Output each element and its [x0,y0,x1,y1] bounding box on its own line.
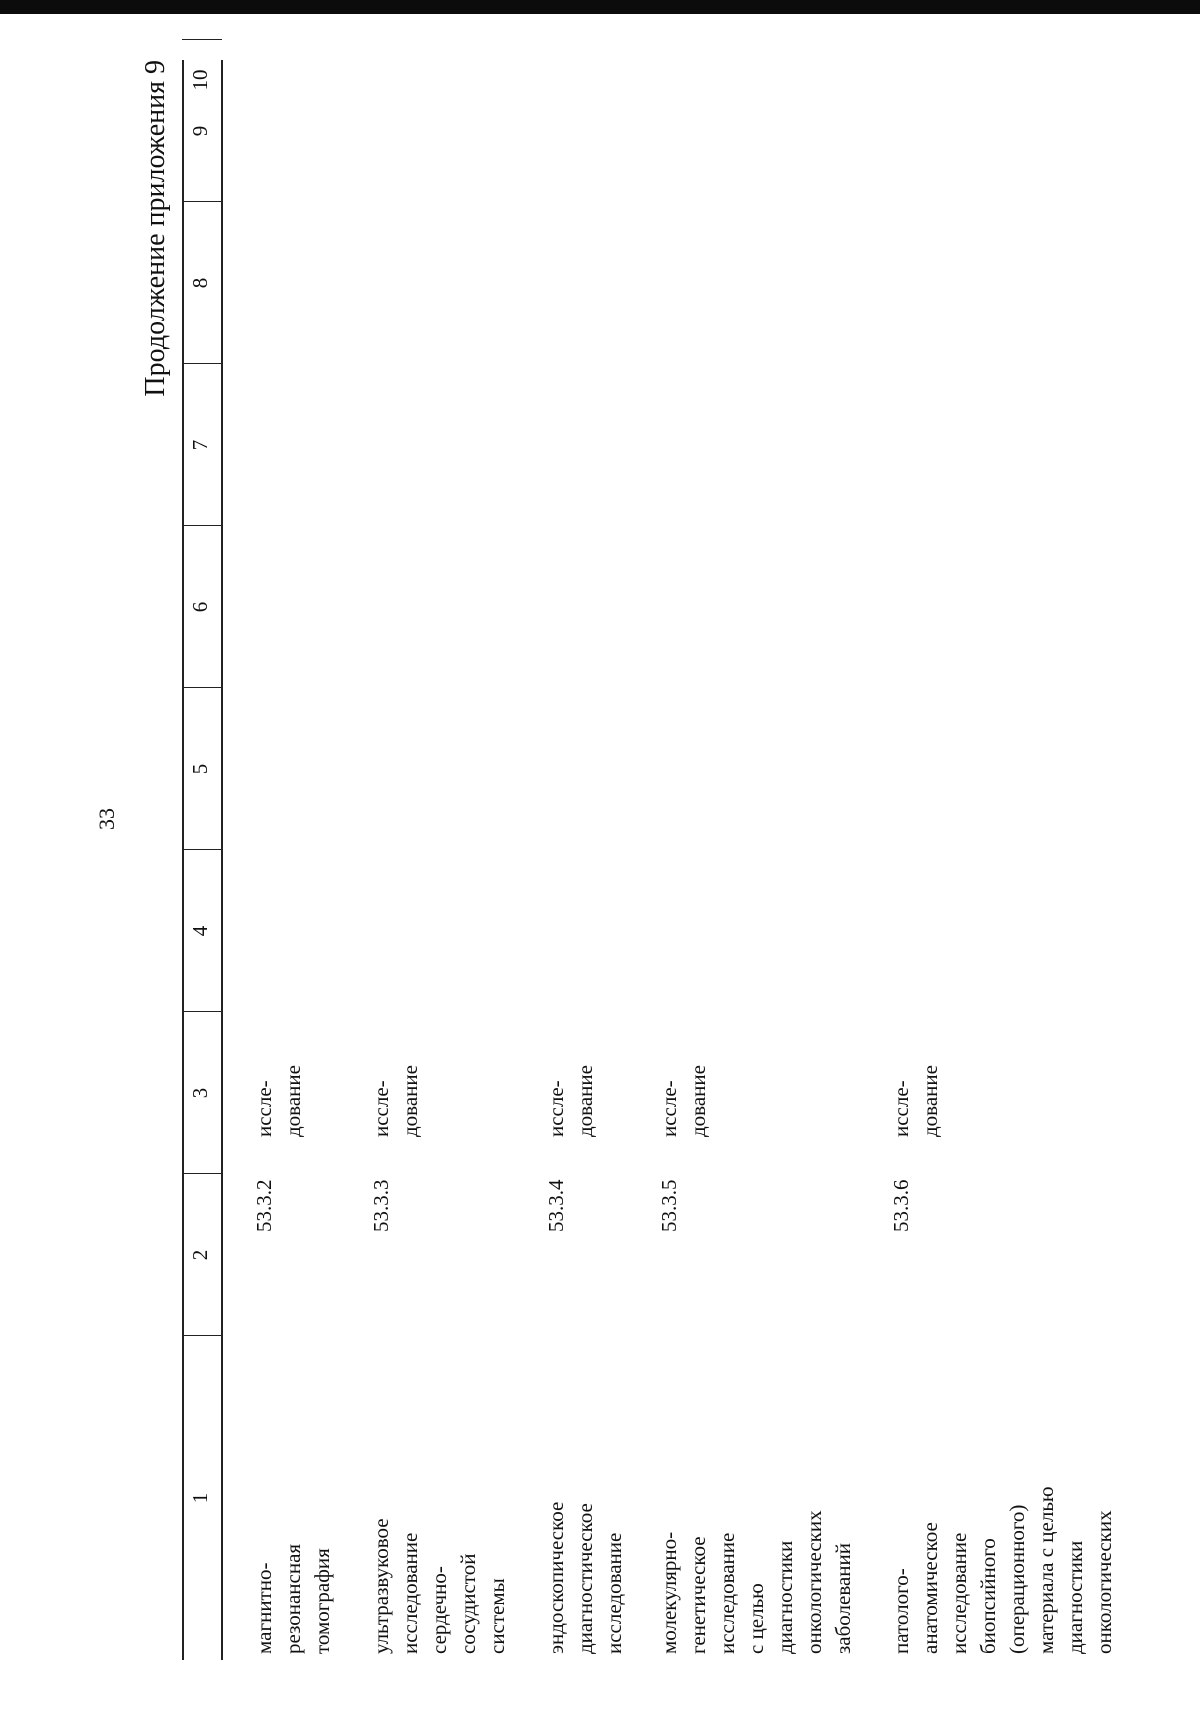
service-code: 53.3.3 [369,1179,393,1232]
service-name: магнитно- резонансная томография [252,1543,334,1654]
page-number: 33 [94,808,119,830]
column-number: 3 [188,1087,212,1099]
unit-of-measure: иссле- дование [544,1065,597,1137]
column-number: 1 [188,1492,212,1504]
table-page [140,60,1140,1660]
continuation-title: Продолжение приложения 9 [140,60,171,397]
unit-of-measure: иссле- дование [369,1065,422,1137]
column-number: 7 [188,439,212,451]
column-number: 6 [188,601,212,613]
column-number: 4 [188,925,212,937]
service-name: ультразвуковое исследование сердечно- сосудистой системы [369,1518,509,1654]
column-number: 2 [188,1249,212,1261]
unit-of-measure: иссле- дование [657,1065,710,1137]
unit-of-measure: иссле- дование [889,1065,942,1137]
service-code: 53.3.5 [657,1179,681,1232]
column-number: 10 [188,69,212,91]
service-name: молекулярно- генетическое исследование с целью диагностики онкологических заболеваний [657,1510,855,1654]
service-code: 53.3.2 [252,1179,276,1232]
service-code: 53.3.4 [544,1179,568,1232]
column-number: 9 [188,125,212,137]
header-bottom-rule [221,60,223,1660]
column-number: 5 [188,763,212,775]
service-name: эндоскопическое диагностическое исследование [544,1501,626,1654]
top-scan-border [0,0,1200,14]
unit-of-measure: иссле- дование [252,1065,305,1137]
service-name: патолого- анатомическое исследование биопсийного (операционного) материала с целью диагностики онкологических [889,1486,1116,1654]
column-divider [182,39,222,40]
column-number: 8 [188,277,212,289]
header-top-rule [182,60,184,1660]
service-code: 53.3.6 [889,1179,913,1232]
